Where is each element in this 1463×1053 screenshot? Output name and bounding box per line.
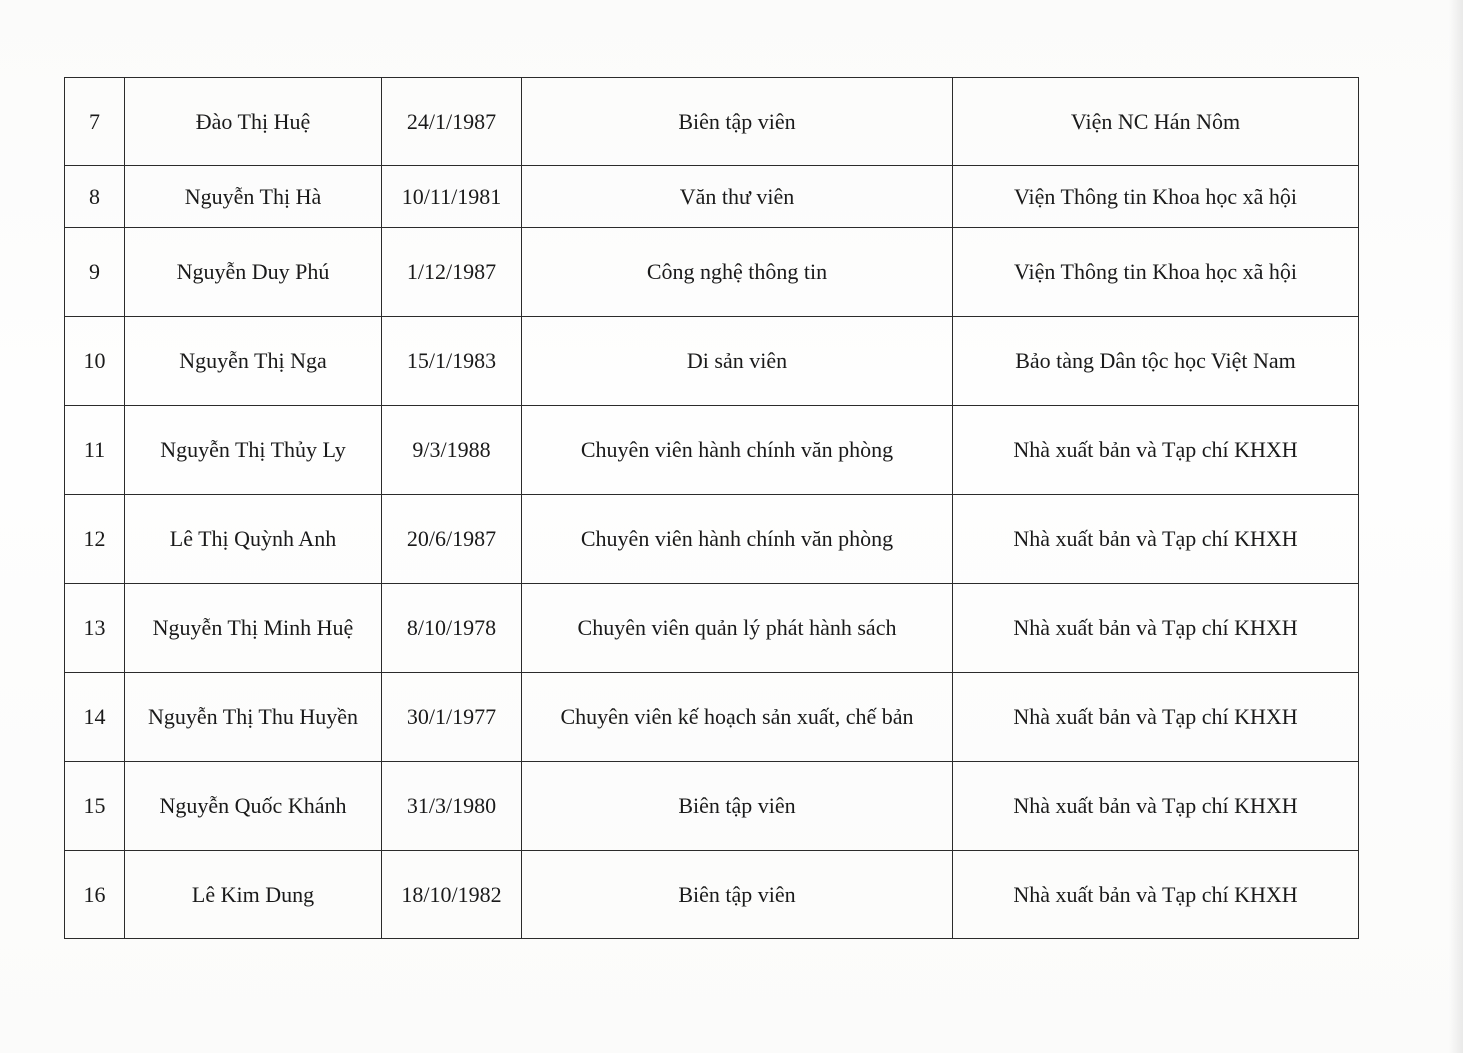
date-of-birth: 1/12/1987 — [382, 228, 522, 317]
date-of-birth: 31/3/1980 — [382, 762, 522, 851]
row-number: 8 — [65, 166, 125, 228]
staff-table — [64, 77, 1359, 939]
date-of-birth: 30/1/1977 — [382, 673, 522, 762]
table-row — [65, 406, 1359, 495]
job-position: Di sản viên — [522, 317, 953, 406]
work-unit: Nhà xuất bản và Tạp chí KHXH — [953, 584, 1359, 673]
row-number: 11 — [65, 406, 125, 495]
date-of-birth: 9/3/1988 — [382, 406, 522, 495]
table-row — [65, 762, 1359, 851]
table-row — [65, 317, 1359, 406]
row-number: 15 — [65, 762, 125, 851]
work-unit: Bảo tàng Dân tộc học Việt Nam — [953, 317, 1359, 406]
job-position: Chuyên viên kế hoạch sản xuất, chế bản — [522, 673, 953, 762]
date-of-birth: 24/1/1987 — [382, 78, 522, 166]
table-row — [65, 851, 1359, 939]
work-unit: Nhà xuất bản và Tạp chí KHXH — [953, 406, 1359, 495]
full-name: Lê Thị Quỳnh Anh — [125, 495, 382, 584]
table-row — [65, 673, 1359, 762]
full-name: Nguyễn Thị Nga — [125, 317, 382, 406]
table-row — [65, 228, 1359, 317]
date-of-birth: 8/10/1978 — [382, 584, 522, 673]
full-name: Nguyễn Thị Thủy Ly — [125, 406, 382, 495]
full-name: Nguyễn Thị Hà — [125, 166, 382, 228]
date-of-birth: 20/6/1987 — [382, 495, 522, 584]
job-position: Chuyên viên hành chính văn phòng — [522, 495, 953, 584]
job-position: Biên tập viên — [522, 762, 953, 851]
table-row — [65, 166, 1359, 228]
job-position: Chuyên viên quản lý phát hành sách — [522, 584, 953, 673]
full-name: Đào Thị Huệ — [125, 78, 382, 166]
job-position: Công nghệ thông tin — [522, 228, 953, 317]
date-of-birth: 18/10/1982 — [382, 851, 522, 939]
work-unit: Nhà xuất bản và Tạp chí KHXH — [953, 762, 1359, 851]
job-position: Biên tập viên — [522, 78, 953, 166]
work-unit: Viện Thông tin Khoa học xã hội — [953, 228, 1359, 317]
full-name: Lê Kim Dung — [125, 851, 382, 939]
work-unit: Viện Thông tin Khoa học xã hội — [953, 166, 1359, 228]
job-position: Biên tập viên — [522, 851, 953, 939]
table-row — [65, 78, 1359, 166]
page-edge-shadow — [1449, 0, 1463, 1053]
row-number: 16 — [65, 851, 125, 939]
row-number: 13 — [65, 584, 125, 673]
row-number: 9 — [65, 228, 125, 317]
date-of-birth: 10/11/1981 — [382, 166, 522, 228]
date-of-birth: 15/1/1983 — [382, 317, 522, 406]
job-position: Văn thư viên — [522, 166, 953, 228]
work-unit: Nhà xuất bản và Tạp chí KHXH — [953, 673, 1359, 762]
job-position: Chuyên viên hành chính văn phòng — [522, 406, 953, 495]
work-unit: Viện NC Hán Nôm — [953, 78, 1359, 166]
row-number: 7 — [65, 78, 125, 166]
row-number: 12 — [65, 495, 125, 584]
full-name: Nguyễn Thị Thu Huyền — [125, 673, 382, 762]
row-number: 14 — [65, 673, 125, 762]
full-name: Nguyễn Thị Minh Huệ — [125, 584, 382, 673]
table-row — [65, 584, 1359, 673]
row-number: 10 — [65, 317, 125, 406]
table-row — [65, 495, 1359, 584]
work-unit: Nhà xuất bản và Tạp chí KHXH — [953, 851, 1359, 939]
full-name: Nguyễn Quốc Khánh — [125, 762, 382, 851]
work-unit: Nhà xuất bản và Tạp chí KHXH — [953, 495, 1359, 584]
full-name: Nguyễn Duy Phú — [125, 228, 382, 317]
